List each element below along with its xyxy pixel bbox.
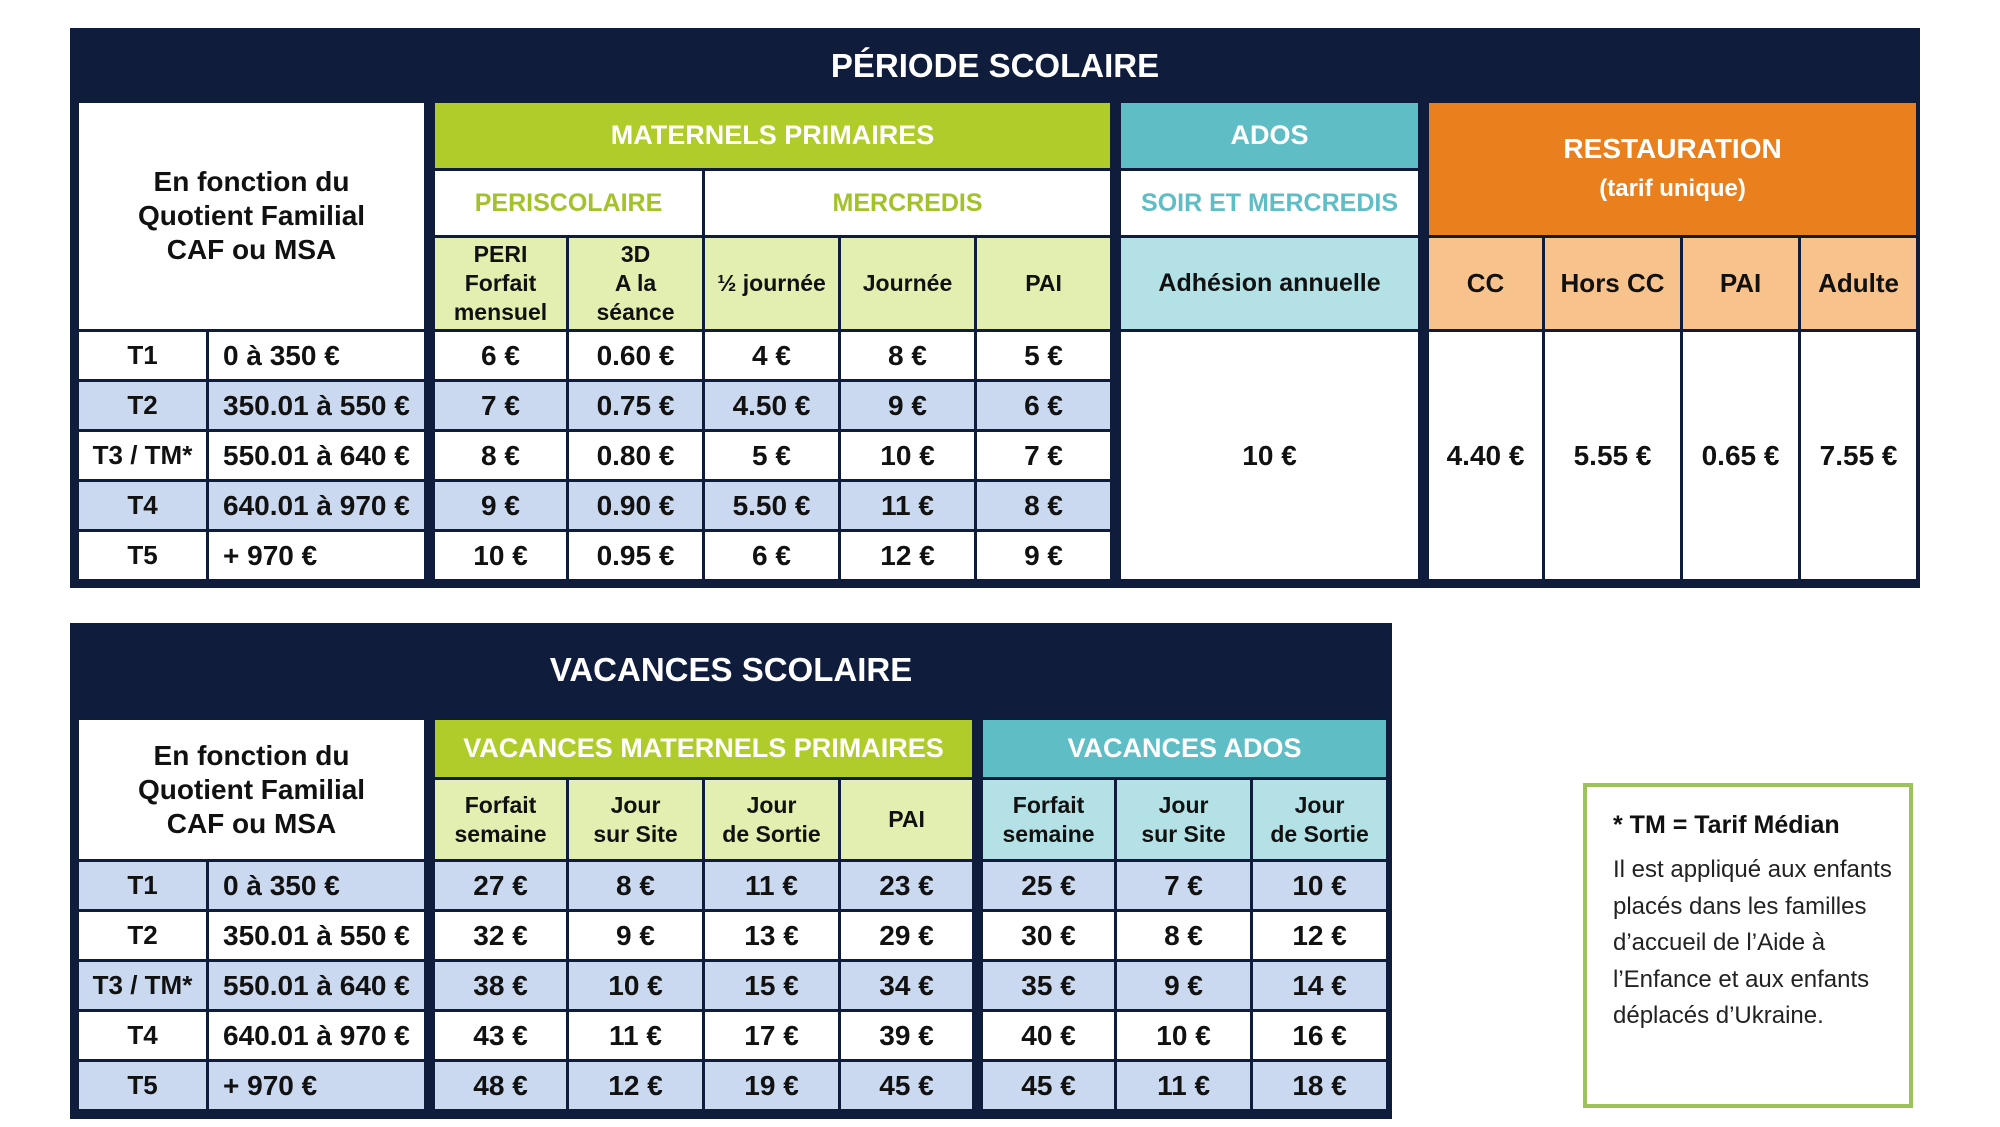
col-ados-forfait-semaine: Forfait semaine: [982, 779, 1116, 861]
price-cell: 8 €: [1116, 911, 1252, 961]
col-adulte: Adulte: [1800, 237, 1918, 331]
qf-range: 550.01 à 640 €: [208, 431, 426, 481]
price-cell: 8 €: [434, 431, 568, 481]
table-row: [78, 1061, 1388, 1111]
table-row: [78, 961, 1388, 1011]
price-cell: 8 €: [840, 331, 976, 381]
periscolaire-header: PERISCOLAIRE: [434, 170, 704, 237]
table-row: [78, 1011, 1388, 1061]
qf-range: 640.01 à 970 €: [208, 1011, 426, 1061]
tarif-median-note: [1583, 783, 1913, 1108]
mercredis-header: MERCREDIS: [704, 170, 1112, 237]
price-cell: 18 €: [1252, 1061, 1388, 1111]
tranche-label: T4: [78, 481, 208, 531]
ados-header: ADOS: [1120, 102, 1420, 170]
price-cell: 0.75 €: [568, 381, 704, 431]
col-ados-jour-sur-site: Jour sur Site: [1116, 779, 1252, 861]
price-cell: 30 €: [982, 911, 1116, 961]
qf-label: En fonction du Quotient Familial CAF ou MSA: [78, 719, 426, 861]
col-pai: PAI: [840, 779, 974, 861]
price-cell: 7 €: [976, 431, 1112, 481]
price-cell: 0.95 €: [568, 531, 704, 581]
qf-range: 550.01 à 640 €: [208, 961, 426, 1011]
price-cell: 29 €: [840, 911, 974, 961]
col-3d-seance: 3D A la séance: [568, 237, 704, 331]
price-cell: 39 €: [840, 1011, 974, 1061]
price-cell: 40 €: [982, 1011, 1116, 1061]
resto-cc-value: 4.40 €: [1428, 331, 1544, 581]
price-cell: 32 €: [434, 911, 568, 961]
soir-mercredis-header: SOIR ET MERCREDIS: [1120, 170, 1420, 237]
price-cell: 10 €: [840, 431, 976, 481]
price-cell: 9 €: [840, 381, 976, 431]
tranche-label: T1: [78, 861, 208, 911]
tranche-label: T3 / TM*: [78, 961, 208, 1011]
price-cell: 10 €: [568, 961, 704, 1011]
price-cell: 17 €: [704, 1011, 840, 1061]
price-cell: 10 €: [434, 531, 568, 581]
price-cell: 8 €: [976, 481, 1112, 531]
price-cell: 8 €: [568, 861, 704, 911]
col-adhesion-annuelle: Adhésion annuelle: [1120, 237, 1420, 331]
price-cell: 6 €: [704, 531, 840, 581]
qf-range: 640.01 à 970 €: [208, 481, 426, 531]
vacances-maternels-primaires-header: VACANCES MATERNELS PRIMAIRES: [434, 719, 974, 779]
price-cell: 9 €: [1116, 961, 1252, 1011]
tranche-label: T5: [78, 1061, 208, 1111]
resto-pai-value: 0.65 €: [1682, 331, 1800, 581]
price-cell: 0.60 €: [568, 331, 704, 381]
table-row: [78, 861, 1388, 911]
col-demi-journee: ½ journée: [704, 237, 840, 331]
col-hors-cc: Hors CC: [1544, 237, 1682, 331]
price-cell: 4 €: [704, 331, 840, 381]
col-journee: Journée: [840, 237, 976, 331]
qf-range: + 970 €: [208, 1061, 426, 1111]
qf-range: 350.01 à 550 €: [208, 381, 426, 431]
price-cell: 12 €: [1252, 911, 1388, 961]
tranche-label: T1: [78, 331, 208, 381]
qf-label: En fonction du Quotient Familial CAF ou MSA: [78, 102, 426, 331]
price-cell: 23 €: [840, 861, 974, 911]
price-cell: 4.50 €: [704, 381, 840, 431]
qf-range: + 970 €: [208, 531, 426, 581]
price-cell: 35 €: [982, 961, 1116, 1011]
col-pai-restauration: PAI: [1682, 237, 1800, 331]
price-cell: 45 €: [982, 1061, 1116, 1111]
resto-hors-cc-value: 5.55 €: [1544, 331, 1682, 581]
note-text: Il est appliqué aux enfants placés dans les familles d’accueil de l’Aide à l’Enfance et aux enfants déplacés d’Ukraine.: [1613, 856, 1892, 1029]
price-cell: 11 €: [1116, 1061, 1252, 1111]
table-row: [78, 911, 1388, 961]
resto-adulte-value: 7.55 €: [1800, 331, 1918, 581]
restauration-header: RESTAURATION (tarif unique): [1428, 102, 1918, 237]
price-cell: 48 €: [434, 1061, 568, 1111]
tranche-label: T5: [78, 531, 208, 581]
price-cell: 6 €: [976, 381, 1112, 431]
periode-scolaire-table: [76, 100, 1919, 582]
price-cell: 34 €: [840, 961, 974, 1011]
periode-scolaire-title: PÉRIODE SCOLAIRE: [830, 47, 1160, 84]
price-cell: 9 €: [976, 531, 1112, 581]
price-cell: 7 €: [1116, 861, 1252, 911]
price-cell: 27 €: [434, 861, 568, 911]
col-pai: PAI: [976, 237, 1112, 331]
table-row: [78, 331, 1918, 381]
price-cell: 13 €: [704, 911, 840, 961]
price-cell: 38 €: [434, 961, 568, 1011]
qf-range: 350.01 à 550 €: [208, 911, 426, 961]
price-cell: 10 €: [1116, 1011, 1252, 1061]
price-cell: 5 €: [704, 431, 840, 481]
price-cell: 5.50 €: [704, 481, 840, 531]
tranche-label: T4: [78, 1011, 208, 1061]
price-cell: 16 €: [1252, 1011, 1388, 1061]
price-cell: 11 €: [568, 1011, 704, 1061]
vacances-scolaire-table: [76, 717, 1389, 1112]
col-jour-sur-site: Jour sur Site: [568, 779, 704, 861]
col-peri-forfait: PERI Forfait mensuel: [434, 237, 568, 331]
price-cell: 11 €: [704, 861, 840, 911]
col-forfait-semaine: Forfait semaine: [434, 779, 568, 861]
price-cell: 14 €: [1252, 961, 1388, 1011]
price-cell: 5 €: [976, 331, 1112, 381]
maternels-primaires-header: MATERNELS PRIMAIRES: [434, 102, 1112, 170]
price-cell: 10 €: [1252, 861, 1388, 911]
note-title: * TM = Tarif Médian: [1613, 811, 1840, 839]
tranche-label: T2: [78, 381, 208, 431]
price-cell: 9 €: [568, 911, 704, 961]
vacances-ados-header: VACANCES ADOS: [982, 719, 1388, 779]
price-cell: 15 €: [704, 961, 840, 1011]
price-cell: 9 €: [434, 481, 568, 531]
price-cell: 43 €: [434, 1011, 568, 1061]
price-cell: 12 €: [840, 531, 976, 581]
ados-adhesion-value: 10 €: [1120, 331, 1420, 581]
tranche-label: T2: [78, 911, 208, 961]
col-jour-de-sortie: Jour de Sortie: [704, 779, 840, 861]
qf-range: 0 à 350 €: [208, 861, 426, 911]
price-cell: 25 €: [982, 861, 1116, 911]
price-cell: 11 €: [840, 481, 976, 531]
col-cc: CC: [1428, 237, 1544, 331]
qf-range: 0 à 350 €: [208, 331, 426, 381]
price-cell: 19 €: [704, 1061, 840, 1111]
vacances-scolaire-title: VACANCES SCOLAIRE: [549, 651, 913, 688]
price-cell: 0.90 €: [568, 481, 704, 531]
price-cell: 7 €: [434, 381, 568, 431]
tranche-label: T3 / TM*: [78, 431, 208, 481]
price-cell: 45 €: [840, 1061, 974, 1111]
col-ados-jour-de-sortie: Jour de Sortie: [1252, 779, 1388, 861]
price-cell: 6 €: [434, 331, 568, 381]
price-cell: 0.80 €: [568, 431, 704, 481]
price-cell: 12 €: [568, 1061, 704, 1111]
